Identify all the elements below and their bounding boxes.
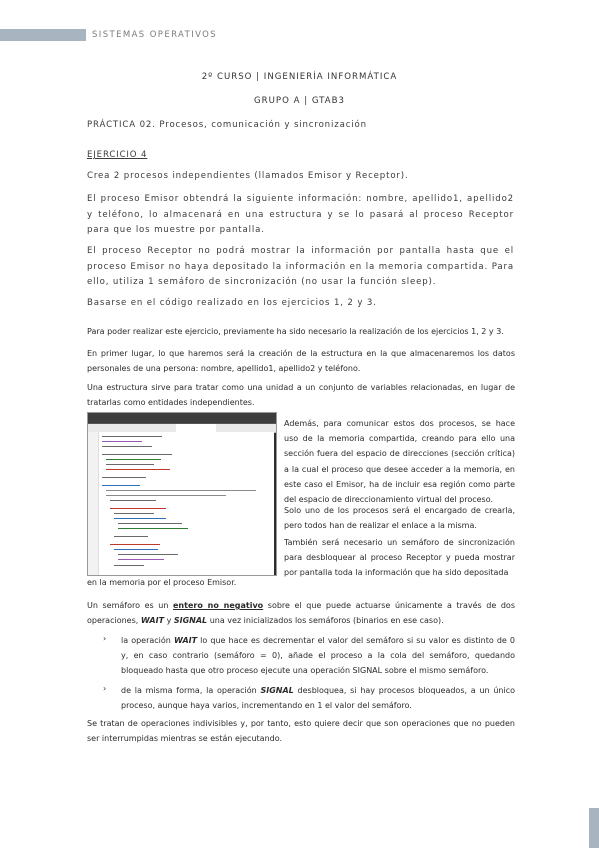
page-edge-accent xyxy=(589,808,599,848)
header-accent-bar xyxy=(0,29,86,41)
non-negative-integer-term: entero no negativo xyxy=(173,601,264,610)
signal-term: SIGNAL xyxy=(173,616,208,626)
right-paragraph-3-continuation: en la memoria por el proceso Emisor. xyxy=(87,578,237,587)
bullet-wait: la operación WAIT lo que hace es decrementar el valor del semáforo si su valor es distinto de 0 y, en caso contrario (semáforo = 0), añade el proceso a la cola del semáforo, quedando bloqueado hasta que otro proceso ejecute una operación SIGNAL sobre el mismo semáforo. xyxy=(121,636,515,676)
editor-titlebar xyxy=(88,413,276,424)
statement-paragraph-3: El proceso Receptor no podrá mostrar la información por pantalla hasta que el proceso Emisor no haya depositado la información en la memoria compartida. Para ello, utiliza 1 semáforo de sincronización (no usar la función sleep). xyxy=(87,246,514,288)
answer-paragraph-1: Para poder realizar este ejercicio, previamente ha sido necesario la realización de los ejercicios 1, 2 y 3. xyxy=(87,327,504,336)
statement-paragraph-4: Basarse en el código realizado en los ejercicios 1, 2 y 3. xyxy=(87,298,377,308)
right-paragraph-1: Además, para comunicar estos dos procesos, se hace uso de la memoria compartida, creando para ello una sección fuera del espacio de direcciones (sección crítica) a la cual el proceso que desee acceder a la memoria, en este caso el Emisor, ha de incluir esa región como parte del espacio de direccionamiento virtual del proceso. xyxy=(284,419,515,505)
right-paragraph-3: También será necesario un semáforo de sincronización para desbloquear al proceso Receptor y pueda mostrar por pantalla toda la información que ha sido depositada xyxy=(284,538,515,578)
bullet-marker: › xyxy=(103,634,107,643)
answer-paragraph-2: En primer lugar, lo que haremos será la creación de la estructura en la que almacenaremos los datos personales de una persona: nombre, apellido1, apellido2 y teléfono. xyxy=(87,349,515,374)
semaphore-definition: Un semáforo es un entero no negativo sobre el que puede actuarse únicamente a través de dos operaciones, WAIT y SIGNAL una vez inicializados los semáforos (binarios en ese caso). xyxy=(87,601,515,626)
closing-paragraph: Se tratan de operaciones indivisibles y, por tanto, esto quiere decir que son operaciones que no pueden ser interrumpidas mientras se están ejecutando. xyxy=(87,719,515,744)
statement-paragraph-2: El proceso Emisor obtendrá la siguiente información: nombre, apellido1, apellido2 y teléfono, lo almacenará en una estructura y se lo pasará al proceso Receptor para que los muestre por pantalla. xyxy=(87,194,514,236)
editor-code-area xyxy=(88,432,274,575)
bullet-marker: › xyxy=(103,684,107,693)
exercise-heading: EJERCICIO 4 xyxy=(87,150,148,160)
bullet-signal: de la misma forma, la operación SIGNAL desbloquea, si hay procesos bloqueados, a un único proceso, aunque haya varios, incrementando en 1 el valor del semáforo. xyxy=(121,686,516,711)
statement-paragraph-1: Crea 2 procesos independientes (llamados Emisor y Receptor). xyxy=(87,171,409,181)
practice-title: PRÁCTICA 02. Procesos, comunicación y sincronización xyxy=(87,120,367,130)
group-line: GRUPO A | GTAB3 xyxy=(253,96,345,106)
wait-term: WAIT xyxy=(140,616,165,626)
editor-line-gutter xyxy=(88,432,99,575)
answer-paragraph-3: Una estructura sirve para tratar como una unidad a un conjunto de variables relacionadas, en lugar de tratarlas como entidades independientes. xyxy=(87,383,515,408)
course-line: 2º CURSO | INGENIERÍA INFORMÁTICA xyxy=(201,72,398,82)
code-editor-screenshot xyxy=(87,412,277,576)
right-paragraph-2: Solo uno de los procesos será el encargado de crearla, pero todos han de realizar el enlace a la misma. xyxy=(284,506,515,531)
header-title: SISTEMAS OPERATIVOS xyxy=(92,30,218,40)
